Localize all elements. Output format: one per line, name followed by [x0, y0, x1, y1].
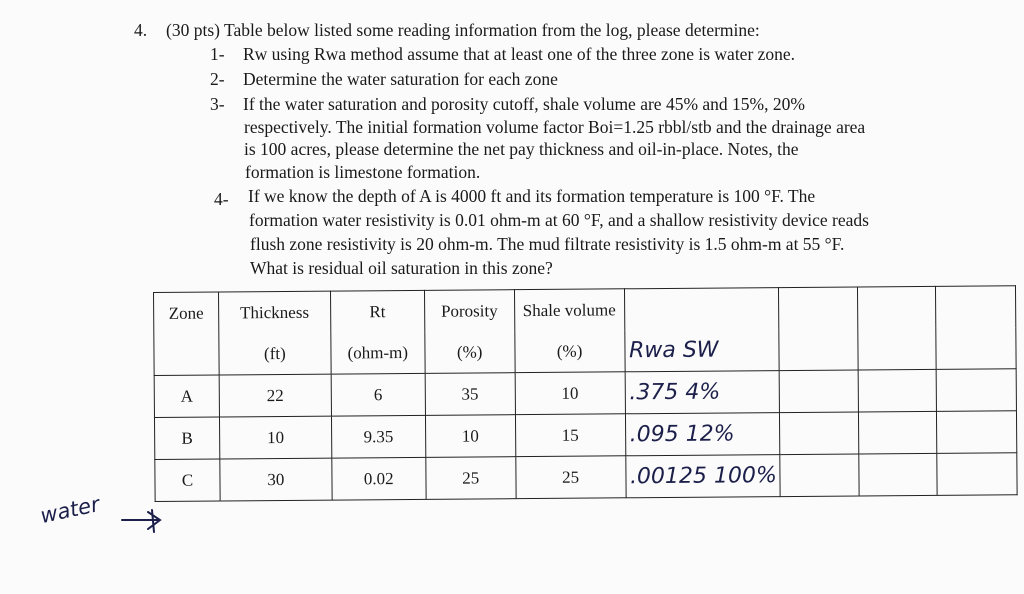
item-3-line-3: is 100 acres, please determine the net pay thickness and oil-in-place. Notes, the	[244, 139, 799, 159]
cell-porosity: 25	[426, 457, 516, 500]
header-thickness: Thickness	[218, 291, 330, 333]
cell-zone: B	[154, 417, 219, 460]
cell-zone: A	[154, 375, 219, 418]
header-porosity: Porosity	[424, 290, 514, 332]
cell-rt: 6	[331, 373, 425, 416]
unit-rt: (ohm-m)	[331, 332, 425, 374]
handwritten-header: Rwa SW	[624, 329, 779, 372]
item-2-text: Determine the water saturation for each zone	[243, 69, 558, 89]
cell-rt: 0.02	[332, 457, 426, 500]
question-intro: (30 pts) Table below listed some reading information from the log, please determine:	[166, 20, 760, 40]
table-header-row	[154, 286, 1016, 334]
item-4-line-3: flush zone resistivity is 20 ohm-m. The mud filtrate resistivity is 1.5 ohm-m at 55 °F.	[250, 234, 845, 254]
cell-handwritten: .095 12%	[625, 413, 780, 456]
table-units-row	[154, 327, 1016, 375]
cell-thickness: 22	[219, 374, 331, 417]
cell-shale: 10	[515, 372, 625, 415]
item-4-line-2: formation water resistivity is 0.01 ohm-m at 60 °F, and a shallow resistivity device reads	[249, 210, 869, 230]
unit-zone	[154, 333, 219, 375]
item-4-number: 4-	[214, 189, 229, 209]
item-3-line-4: formation is limestone formation.	[245, 162, 481, 182]
unit-thickness: (ft)	[219, 333, 331, 375]
cell-handwritten: .00125 100%	[625, 455, 780, 498]
arrow-icon	[120, 506, 168, 536]
item-2-number: 2-	[210, 69, 225, 89]
item-1-number: 1-	[210, 44, 225, 64]
unit-shale-volume: (%)	[514, 330, 624, 372]
unit-porosity: (%)	[425, 331, 515, 373]
item-3-number: 3-	[210, 94, 225, 114]
header-rt: Rt	[330, 290, 424, 332]
item-3-line-2: respectively. The initial formation volume factor Boi=1.25 rbbl/stb and the drainage area	[244, 117, 866, 137]
item-4-line-1: If we know the depth of A is 4000 ft and its formation temperature is 100 °F. The	[248, 186, 816, 206]
table-row	[154, 411, 1016, 460]
cell-zone: C	[155, 459, 220, 502]
cell-porosity: 10	[425, 415, 515, 458]
item-3-line-1: If the water saturation and porosity cutoff, shale volume are 45% and 15%, 20%	[243, 94, 805, 114]
table-row	[154, 369, 1016, 418]
log-data-table	[153, 285, 1018, 502]
header-zone: Zone	[154, 292, 219, 334]
header-shale-volume: Shale volume	[514, 289, 624, 331]
item-4-line-4: What is residual oil saturation in this zone?	[250, 258, 553, 278]
table-row	[155, 453, 1017, 502]
margin-note-water: water	[38, 492, 102, 528]
cell-thickness: 10	[219, 416, 331, 459]
cell-shale: 25	[515, 456, 625, 499]
item-1-text: Rw using Rwa method assume that at least one of the three zone is water zone.	[243, 44, 796, 64]
cell-handwritten: .375 4%	[625, 371, 780, 414]
cell-rt: 9.35	[331, 415, 425, 458]
cell-thickness: 30	[220, 458, 332, 501]
cell-porosity: 35	[425, 373, 515, 416]
cell-shale: 15	[515, 414, 625, 457]
question-number: 4.	[134, 20, 148, 40]
